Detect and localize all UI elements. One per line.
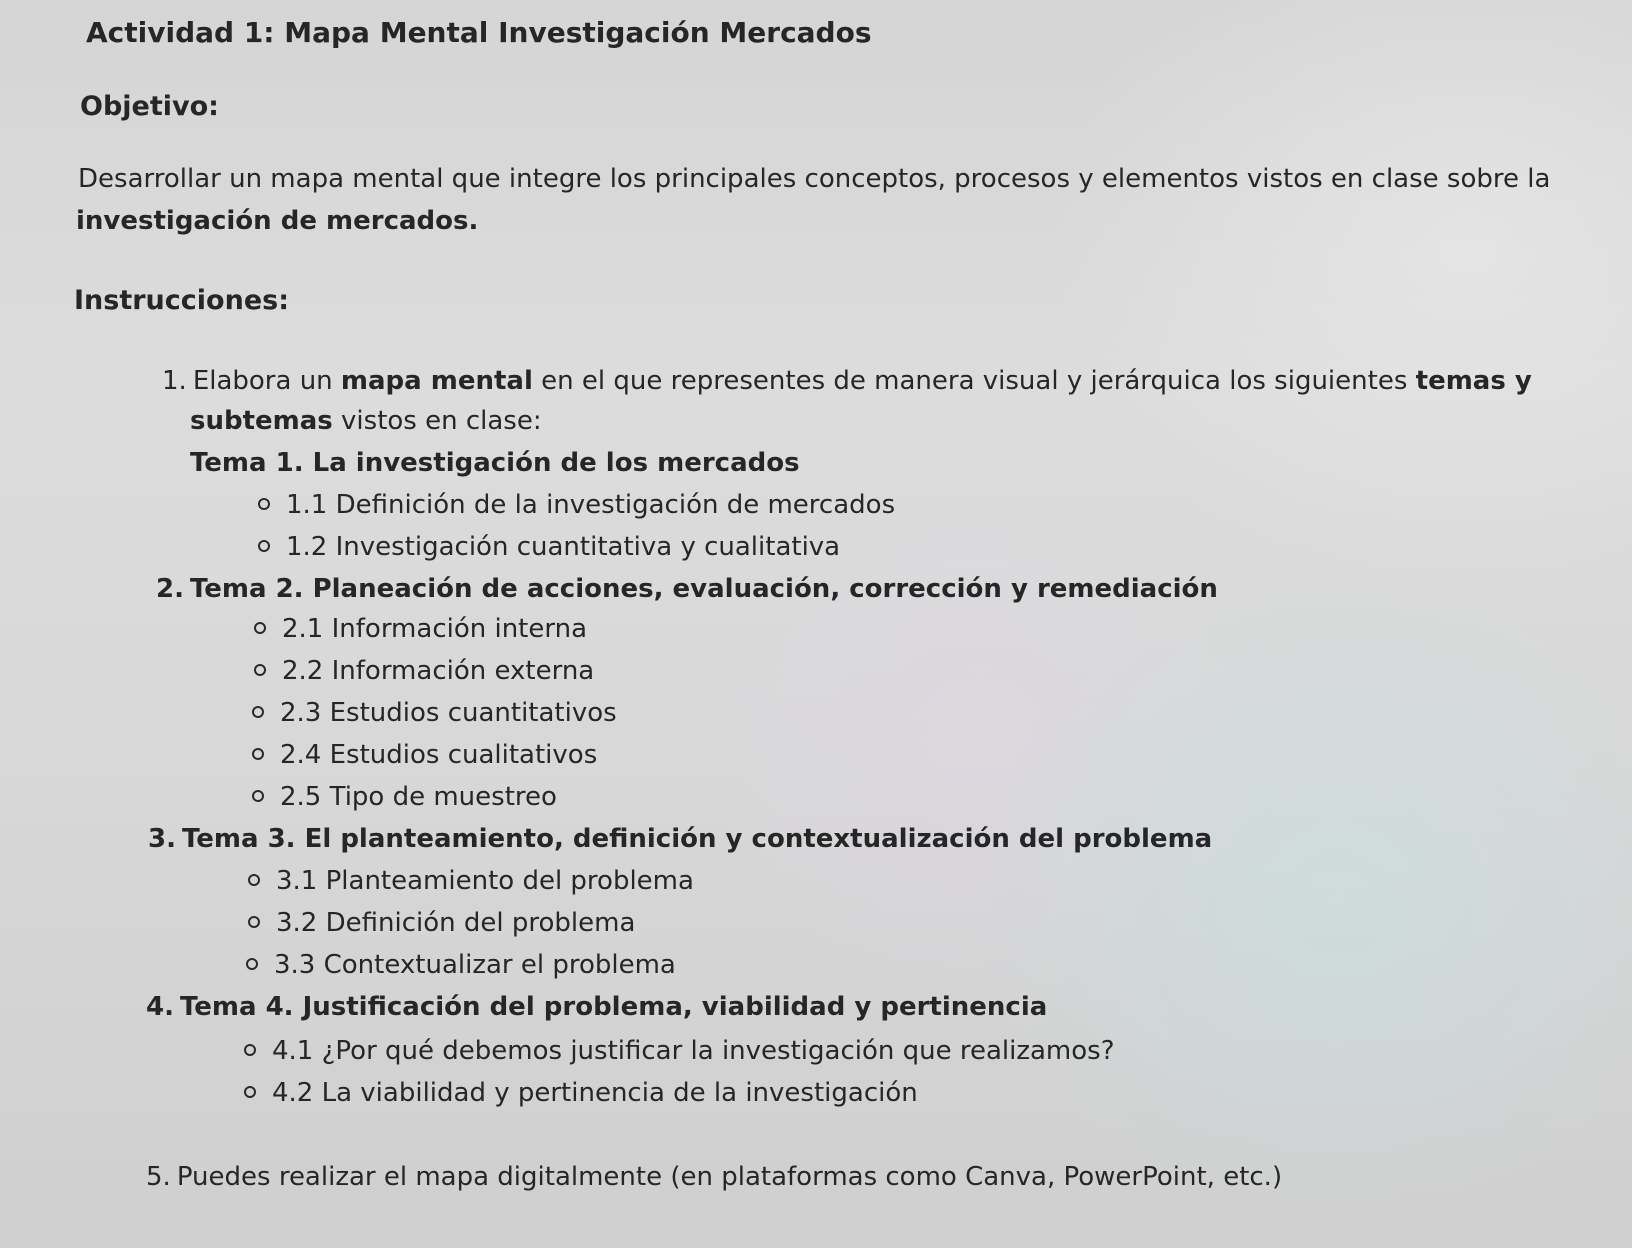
- tema-4-item: [244, 1034, 1115, 1068]
- tema-4-number: 4.: [146, 992, 174, 1022]
- list-item-text: 3.2 Definición del problema: [276, 908, 636, 938]
- step-1-line-2: [190, 404, 542, 438]
- tema-4-item: [244, 1076, 918, 1110]
- bullet-icon: [252, 706, 264, 718]
- instructions-heading: Instrucciones:: [74, 285, 289, 316]
- step-1-line-1: [162, 364, 1532, 398]
- step-5-text: Puedes realizar el mapa digitalmente (en plataformas como Canva, PowerPoint, etc.): [176, 1162, 1283, 1192]
- bullet-icon: [248, 874, 260, 886]
- objective-text-line-2: investigación de mercados.: [76, 206, 479, 236]
- bullet-icon: [254, 664, 266, 676]
- tema-3-item: [248, 864, 694, 898]
- list-item-text: 4.2 La viabilidad y pertinencia de la investigación: [272, 1078, 918, 1108]
- tema-2-item: [254, 654, 594, 688]
- step-1-number: 1.: [162, 366, 187, 396]
- tema-1-title: Tema 1. La investigación de los mercados: [190, 448, 800, 478]
- tema-1-item: [258, 488, 895, 522]
- tema-3-item: [246, 948, 676, 982]
- list-item-text: 1.2 Investigación cuantitativa y cualitativa: [286, 532, 841, 562]
- list-item-text: 4.1 ¿Por qué debemos justificar la investigación que realizamos?: [272, 1036, 1115, 1066]
- step-5-number: 5.: [146, 1162, 171, 1192]
- tema-3-item: [248, 906, 635, 940]
- tema-2-item: [252, 696, 617, 730]
- tema-2-item: [252, 738, 597, 772]
- tema-2-item: [252, 780, 557, 814]
- bullet-icon: [252, 790, 264, 802]
- step-1-bold-subtemas: subtemas: [190, 406, 333, 436]
- list-item-text: 2.4 Estudios cualitativos: [280, 740, 598, 770]
- tema-2-number: 2.: [156, 574, 184, 604]
- step-1-text-a: Elabora un: [192, 366, 341, 396]
- bullet-icon: [252, 748, 264, 760]
- objective-heading: Objetivo:: [80, 91, 219, 122]
- tema-2-title-line: [156, 572, 1218, 606]
- list-item-text: 2.5 Tipo de muestreo: [280, 782, 557, 812]
- step-1-text-b: en el que representes de manera visual y jerárquica los siguientes: [532, 366, 1416, 396]
- bullet-icon: [244, 1086, 256, 1098]
- step-1-bold-mapa-mental: mapa mental: [340, 366, 533, 396]
- step-1-bold-temas: temas y: [1415, 366, 1532, 396]
- bullet-icon: [254, 622, 266, 634]
- tema-3-title-line: [148, 822, 1212, 856]
- step-1-text-c: vistos en clase:: [332, 406, 542, 436]
- list-item-text: 2.1 Información interna: [282, 614, 588, 644]
- document-title: Actividad 1: Mapa Mental Investigación Mercados: [86, 16, 872, 49]
- bullet-icon: [258, 540, 270, 552]
- objective-text-line-1: Desarrollar un mapa mental que integre los principales conceptos, procesos y elementos vistos en clase sobre la: [78, 164, 1551, 194]
- tema-4-title: Tema 4. Justificación del problema, viabilidad y pertinencia: [179, 992, 1048, 1022]
- tema-3-number: 3.: [148, 824, 176, 854]
- tema-4-title-line: [146, 990, 1047, 1024]
- tema-2-title: Tema 2. Planeación de acciones, evaluación, corrección y remediación: [189, 574, 1218, 604]
- list-item-text: 2.3 Estudios cuantitativos: [280, 698, 617, 728]
- bullet-icon: [248, 916, 260, 928]
- list-item-text: 3.1 Planteamiento del problema: [276, 866, 694, 896]
- tema-2-item: [254, 612, 587, 646]
- bullet-icon: [246, 958, 258, 970]
- bullet-icon: [258, 498, 270, 510]
- list-item-text: 2.2 Información externa: [282, 656, 595, 686]
- tema-1-item: [258, 530, 840, 564]
- step-5-line: [146, 1160, 1282, 1194]
- list-item-text: 3.3 Contextualizar el problema: [274, 950, 676, 980]
- list-item-text: 1.1 Definición de la investigación de mercados: [286, 490, 896, 520]
- tema-3-title: Tema 3. El planteamiento, definición y contextualización del problema: [181, 824, 1213, 854]
- bullet-icon: [244, 1044, 256, 1056]
